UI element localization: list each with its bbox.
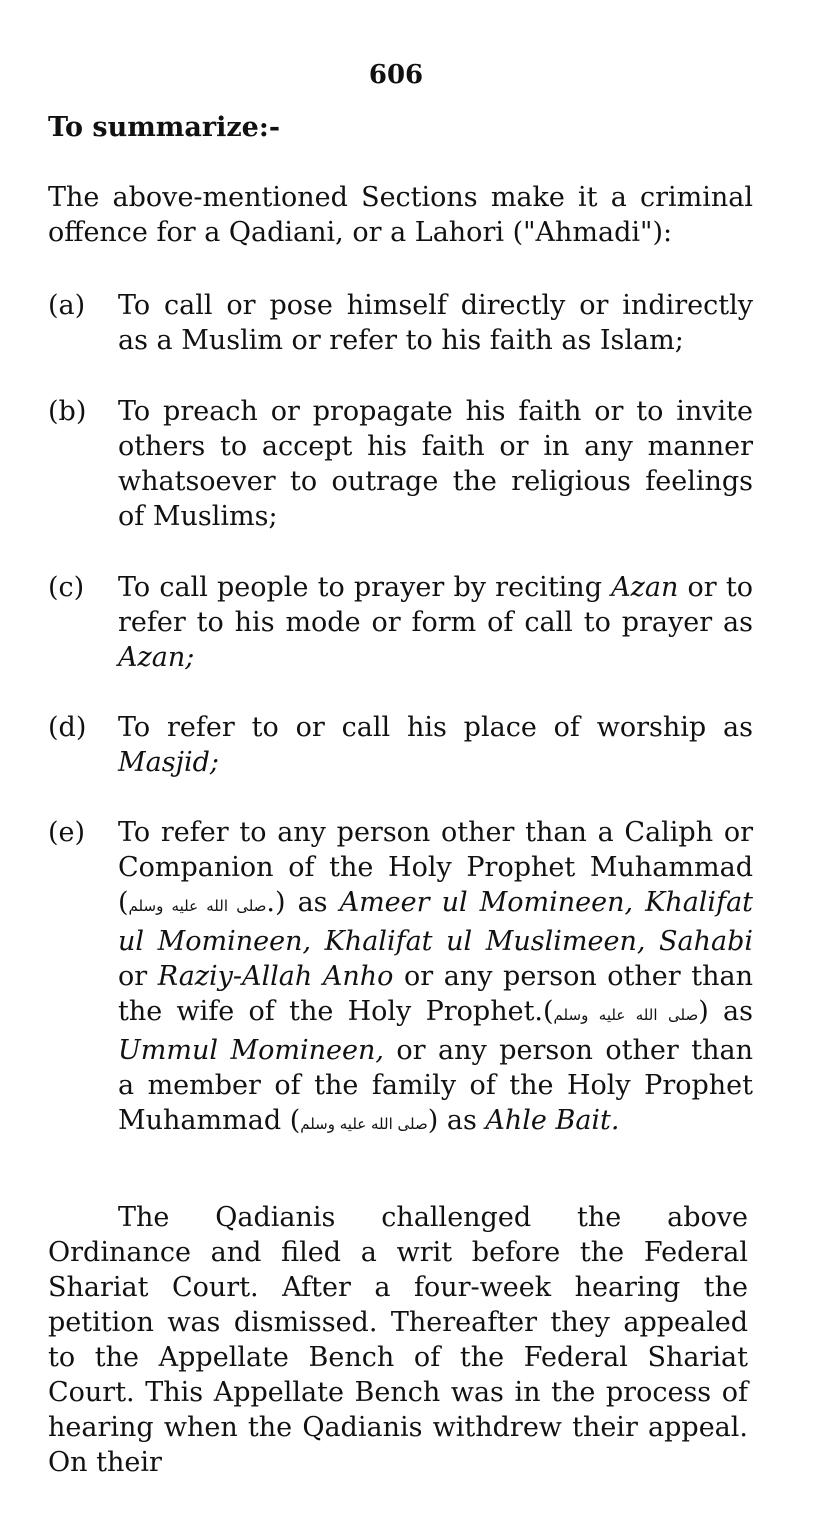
list-text: To call people to prayer by reciting Azan or to refer to his mode or form of call to prayer as Azan; — [118, 572, 753, 673]
arabic-honorific: صلى الله عليه وسلم — [128, 897, 267, 915]
arabic-honorific: صلى الله عليه وسلم — [300, 1115, 428, 1133]
intro-paragraph: The above-mentioned Sections make it a criminal offence for a Qadiani, or a Lahori ("Ahmadi"): — [48, 182, 753, 248]
italic-term: Azan; — [118, 642, 195, 673]
closing-paragraph: The Qadianis challenged the above Ordinance and filed a writ before the Federal Shariat Court. After a four-week hearing the petition was dismissed. Thereafter they appealed to the Appellate Bench of the Federal Shariat Court. This Appellate Bench was in the process of hearing when the Qadianis withdrew their appeal. On their — [48, 1202, 748, 1478]
list-text: To call or pose himself directly or indirectly as a Muslim or refer to his faith as Islam; — [118, 290, 753, 356]
page-number: 606 — [368, 60, 424, 90]
section-heading: To summarize:- — [48, 112, 281, 143]
list-item-e — [48, 815, 753, 1142]
arabic-honorific: صلى الله عليه وسلم — [553, 1006, 699, 1024]
list-label: (b) — [48, 396, 87, 427]
list-label: (a) — [48, 290, 86, 321]
italic-term: Ameer ul Momineen, Khalifat ul Momineen, Khalifat ul Muslimeen, Sahabi — [118, 887, 754, 957]
list-label: (d) — [48, 712, 87, 743]
list-item-b — [48, 394, 753, 534]
italic-term: Azan — [611, 572, 679, 603]
italic-term: Masjid; — [118, 747, 219, 778]
list-label: (c) — [48, 572, 85, 603]
list-text: To refer to or call his place of worship as Masjid; — [118, 712, 753, 778]
list-item-d — [48, 710, 753, 780]
italic-term: Raziy-Allah Anho — [157, 961, 394, 992]
list-text: To refer to any person other than a Caliph or Companion of the Holy Prophet Muhammad (صلى الله عليه وسلم.) as Ameer ul Momineen, Khalifat ul Momineen, Khalifat ul Muslimeen, Sahabi or Raziy-Allah Anho or any person other than the wife of the Holy Prophet.(صلى الله عليه وسلم) as Ummul Momineen, or any person other than a member of the family of the Holy Prophet Muhammad (صلى الله عليه وسلم) as Ahle Bait. — [118, 817, 754, 1136]
italic-term: Ummul Momineen, — [118, 1035, 384, 1066]
list-item-a — [48, 288, 753, 358]
list-item-c — [48, 570, 753, 675]
italic-term: Ahle Bait. — [485, 1105, 620, 1136]
list-text: To preach or propagate his faith or to invite others to accept his faith or in any manner whatsoever to outrage the religious feelings of Muslims; — [118, 396, 753, 532]
list-label: (e) — [48, 817, 86, 848]
